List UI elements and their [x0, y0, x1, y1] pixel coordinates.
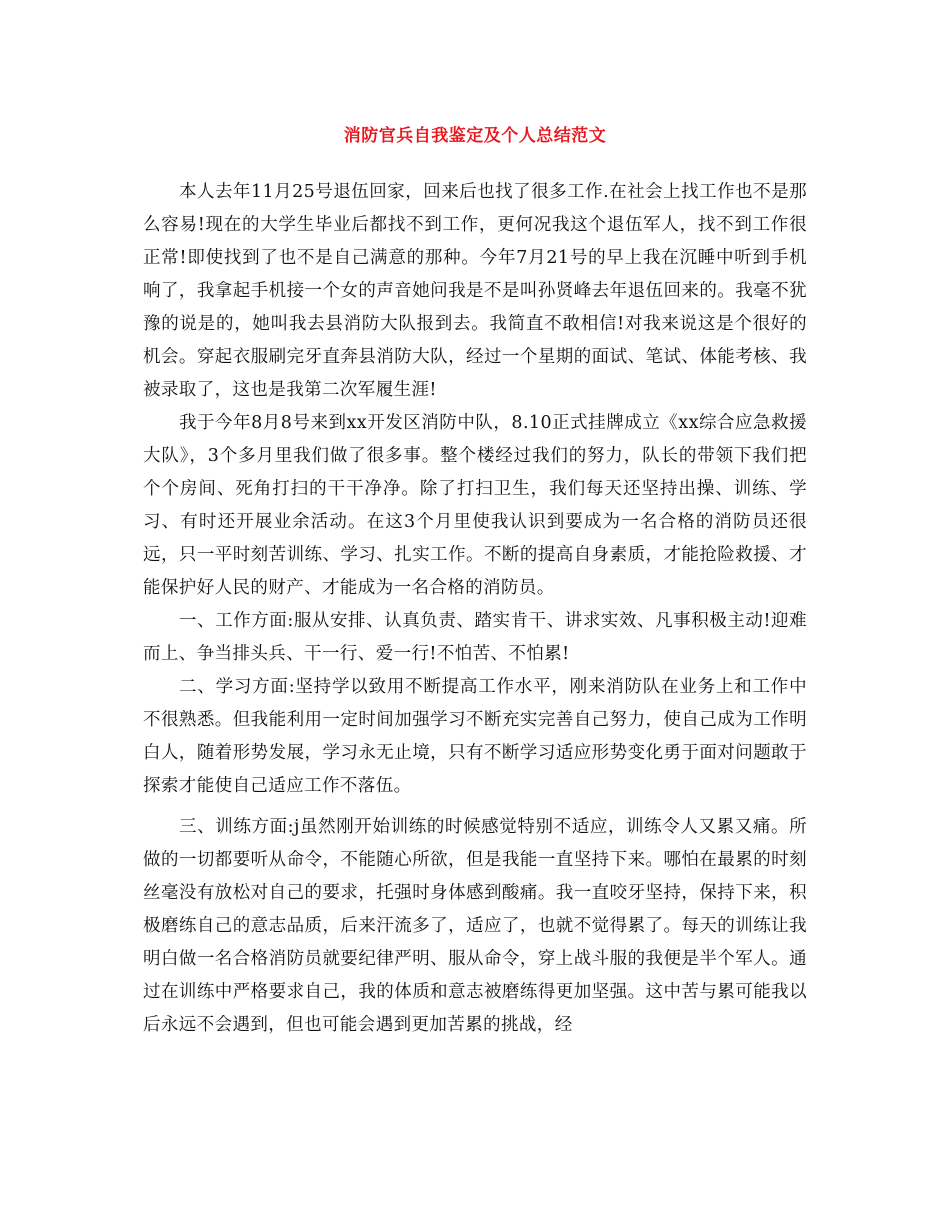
- paragraph-2: 我于今年8月8号来到xx开发区消防中队，8.10正式挂牌成立《xx综合应急救援大队》，3个多月里我们做了很多事。整个楼经过我们的努力，队长的带领下我们把个个房间、死角打扫的干干净净。除了打扫卫生，我们每天还坚持出操、训练、学习、有时还开展业余活动。在这3个月里使我认识到要成为一名合格的消防员还很远，只一平时刻苦训练、学习、扎实工作。不断的提高自身素质，才能抢险救援、才能保护好人民的财产、才能成为一名合格的消防员。: [143, 413, 807, 598]
- page-title: 消防官兵自我鉴定及个人总结范文: [343, 126, 607, 146]
- paragraph-3: 一、工作方面:服从安排、认真负责、踏实肯干、讲求实效、凡事积极主动!迎难而上、争当排头兵、干一行、爱一行!不怕苦、不怕累!: [143, 611, 807, 664]
- paragraph-5: 三、训练方面:j虽然刚开始训练的时候感觉特别不适应，训练令人又累又痛。所做的一切都要听从命令，不能随心所欲，但是我能一直坚持下来。哪怕在最累的时刻丝毫没有放松对自己的要求，托强时身体感到酸痛。我一直咬牙坚持，保持下来，积极磨练自己的意志品质，后来汗流多了，适应了，也就不觉得累了。每天的训练让我明白做一名合格消防员就要纪律严明、服从命令，穿上战斗服的我便是半个军人。通过在训练中严格要求自己，我的体质和意志被磨练得更加坚强。这中苦与累可能我以后永远不会遇到，但也可能会遇到更加苦累的挑战，经: [143, 817, 807, 1035]
- paragraph-1: 本人去年11月25号退伍回家，回来后也找了很多工作.在社会上找工作也不是那么容易!现在的大学生毕业后都找不到工作，更何况我这个退伍军人，找不到工作很正常!即使找到了也不是自己满意的那种。今年7月21号的早上我在沉睡中听到手机响了，我拿起手机接一个女的声音她问我是不是叫孙贤峰去年退伍回来的。我毫不犹豫的说是的，她叫我去县消防大队报到去。我简直不敢相信!对我来说这是个很好的机会。穿起衣服刷完牙直奔县消防大队，经过一个星期的面试、笔试、体能考核、我被录取了，这也是我第二次军履生涯!: [143, 182, 807, 400]
- document-body: [143, 176, 807, 1042]
- paragraph-4: 二、学习方面:坚持学以致用不断提高工作水平，刚来消防队在业务上和工作中不很熟悉。但我能利用一定时间加强学习不断充实完善自己努力，使自己成为工作明白人，随着形势发展，学习永无止境，只有不断学习适应形势变化勇于面对问题敢于探索才能使自己适应工作不落伍。: [143, 677, 807, 796]
